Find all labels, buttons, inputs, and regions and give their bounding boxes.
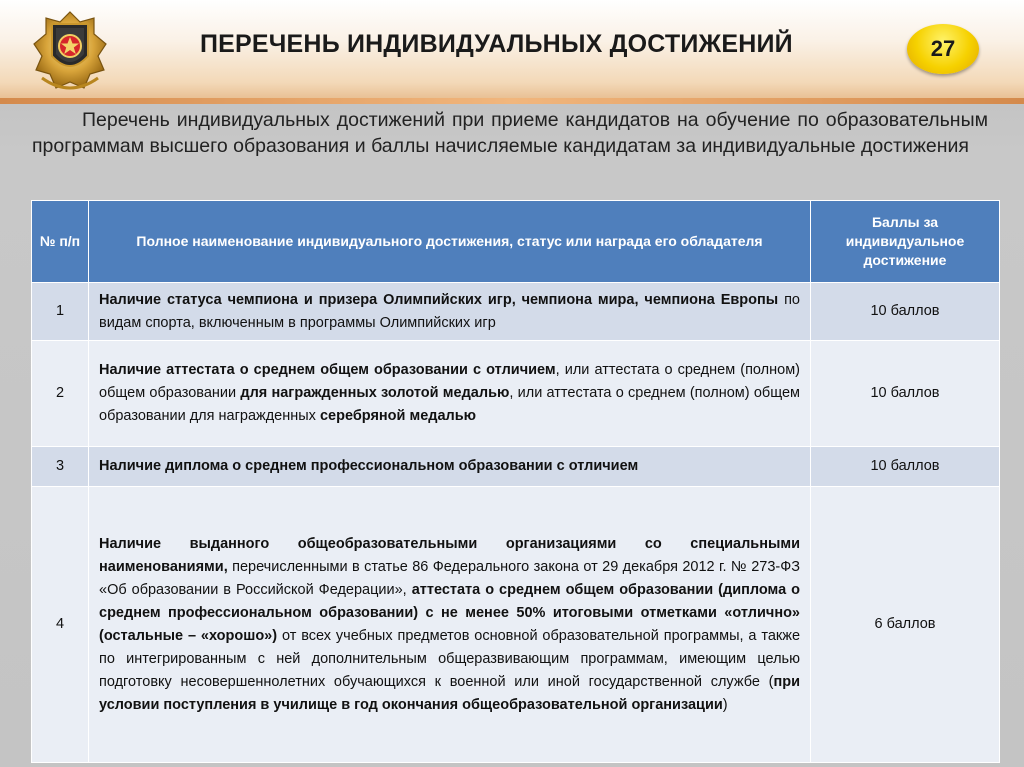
- row-number: 1: [32, 283, 89, 341]
- description-fragment: Наличие статуса чемпиона и призера Олимпийских игр, чемпиона мира, чемпиона Европы: [99, 291, 779, 308]
- description-fragment: Наличие аттестата о среднем общем образовании с отличием: [99, 362, 556, 378]
- description-fragment: перечисленными в статье 86 Федерального закона от 29 декабря 2012 г. № 273-ФЗ «Об образовании в Российской Федерации»,: [99, 558, 800, 598]
- description-fragment: Наличие диплома о среднем профессиональном образовании с отличием: [99, 458, 639, 474]
- table-header-row: [32, 201, 1000, 283]
- row-number: 3: [32, 447, 89, 487]
- description-fragment: по видам спорта, включенным в программы Олимпийских игр: [99, 291, 800, 331]
- row-points: 6 баллов: [811, 487, 1000, 763]
- description-fragment: при условии поступления в училище в год окончания общеобразовательной организации: [99, 673, 800, 713]
- row-number: 2: [32, 341, 89, 447]
- row-number: 4: [32, 487, 89, 763]
- description-fragment: аттестата о среднем общем образовании (диплома о среднем профессиональном образовании) с не менее 50% итоговыми отметками «отлично» (остальные – «хорошо»): [99, 581, 800, 644]
- row-description: [89, 447, 811, 487]
- header-num: № п/п: [32, 201, 89, 283]
- table-row: [32, 447, 1000, 487]
- row-points: 10 баллов: [811, 283, 1000, 341]
- table-row: [32, 341, 1000, 447]
- row-points: 10 баллов: [811, 447, 1000, 487]
- description-fragment: Наличие выданного общеобразовательными организациями со специальными наименованиями,: [99, 535, 800, 575]
- row-description: [89, 283, 811, 341]
- row-points: 10 баллов: [811, 341, 1000, 447]
- description-fragment: от всех учебных предметов основной образовательной программы, а также по интегрированным с ней дополнительным общеразвивающим программам, имеющим целью подготовку несовершеннолетних обучающихся к военной или иной государственной службе (: [99, 627, 801, 690]
- description-fragment: , или аттестата о среднем (полном) общем образовании: [99, 362, 800, 401]
- military-school-emblem-icon: [32, 10, 108, 94]
- table-row: [32, 487, 1000, 763]
- row-description: [89, 487, 811, 763]
- achievements-table: [31, 200, 1000, 763]
- page-number-badge: 27: [907, 24, 979, 74]
- header-points: Баллы за индивидуальное достижение: [811, 201, 1000, 283]
- row-description: [89, 341, 811, 447]
- description-fragment: для награжденных золотой медалью: [240, 385, 510, 401]
- header-name: Полное наименование индивидуального достижения, статус или награда его обладателя: [89, 201, 811, 283]
- table-row: [32, 283, 1000, 341]
- description-fragment: серебряной медалью: [319, 408, 477, 424]
- slide-title: ПЕРЕЧЕНЬ ИНДИВИДУАЛЬНЫХ ДОСТИЖЕНИЙ: [200, 30, 793, 58]
- header-divider: [0, 98, 1024, 104]
- description-fragment: , или аттестата о среднем (полном) общем образовании для награжденных: [99, 385, 801, 424]
- intro-paragraph: Перечень индивидуальных достижений при приеме кандидатов на обучение по образовательным программам высшего образования и баллы начисляемые кандидатам за индивидуальные достижения: [32, 109, 988, 157]
- description-fragment: ): [722, 696, 728, 713]
